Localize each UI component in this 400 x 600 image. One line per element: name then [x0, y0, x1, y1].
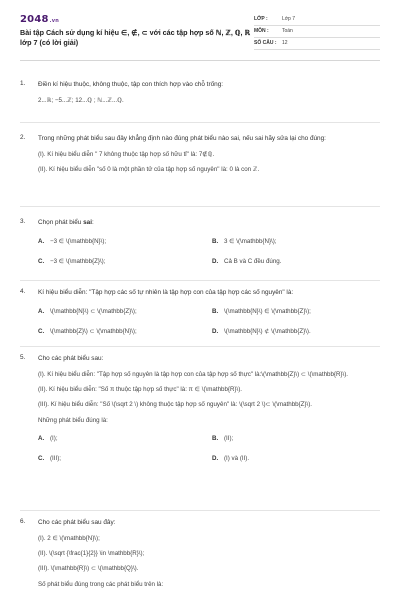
- option-letter: A.: [38, 307, 45, 315]
- question-text: Cho các phát biểu sau:: [38, 355, 104, 362]
- meta-value: 12: [282, 40, 288, 47]
- meta-row-count: [254, 38, 380, 50]
- meta-row-subject: [254, 26, 380, 38]
- option-letter: B.: [212, 307, 219, 315]
- question-divider: [20, 346, 380, 347]
- option-text: (III);: [50, 455, 61, 463]
- question-prompt: Những phát biểu đúng là:: [38, 416, 108, 424]
- question-line: 2...ℝ; −5...ℤ; 12...ℚ ; ℕ...ℤ...ℚ.: [38, 96, 124, 104]
- option-letter: B.: [212, 434, 219, 442]
- question-text: Cho các phát biểu sau đây:: [38, 519, 116, 526]
- question-line: (II). Kí hiệu biểu diễn: "Số π thuộc tập hợp số thực" là: π ∈ \(\mathbb{R}\).: [38, 385, 242, 393]
- option-letter: D.: [212, 327, 219, 335]
- site-logo[interactable]: [20, 13, 59, 27]
- option-letter: A.: [38, 237, 45, 245]
- question-number: 6.: [20, 518, 26, 525]
- question-number: 4.: [20, 288, 26, 295]
- question-divider: [20, 510, 380, 511]
- logo-text: 2048: [20, 14, 49, 25]
- option-text: \(\mathbb{N}\) ∈ \(\mathbb{Z}\);: [224, 307, 311, 315]
- question-number: 5.: [20, 354, 26, 361]
- page-title: Bài tập Cách sử dụng kí hiệu ∈, ∉, ⊂ với các tập hợp số ℕ, ℤ, ℚ, ℝ lớp 7 (có lời giải): [20, 28, 251, 48]
- question-prompt: Số phát biểu đúng trong các phát biểu trên là:: [38, 580, 164, 588]
- meta-box: [254, 14, 380, 50]
- question-6: [20, 518, 380, 589]
- question-number: 3.: [20, 218, 26, 225]
- meta-row-class: [254, 14, 380, 26]
- question-number: 1.: [20, 80, 26, 87]
- meta-value: Toán: [282, 28, 293, 35]
- meta-value: Lớp 7: [282, 16, 296, 23]
- question-text-bold: sai: [83, 219, 93, 226]
- question-number: 2.: [20, 134, 26, 141]
- question-5: [20, 354, 380, 464]
- question-3: [20, 218, 380, 266]
- question-1: [20, 80, 380, 105]
- option-b[interactable]: [212, 238, 386, 246]
- question-divider: [20, 280, 380, 281]
- option-b[interactable]: [212, 308, 386, 316]
- question-text-end: :: [92, 219, 94, 226]
- meta-label: LỚP :: [254, 16, 268, 23]
- option-text: −3 ∈ \(\mathbb{N}\);: [50, 237, 107, 245]
- option-text: −3 ∈ \(\mathbb{Z}\);: [50, 257, 106, 265]
- question-text-start: Chọn phát biểu: [38, 219, 84, 226]
- question-divider: [20, 206, 380, 207]
- logo-suffix: .vn: [49, 18, 59, 24]
- option-text: \(\mathbb{Z}\) ⊂ \(\mathbb{N}\);: [50, 327, 137, 335]
- option-text: (I);: [50, 434, 58, 442]
- option-text: \(\mathbb{N}\) ⊂ \(\mathbb{Z}\);: [50, 307, 137, 315]
- header-divider: [20, 60, 380, 61]
- answer-options: [38, 435, 380, 464]
- option-d[interactable]: [212, 328, 386, 336]
- option-letter: A.: [38, 434, 45, 442]
- question-line: (II). \(\sqrt {\frac{1}{2}} \in \mathbb{R}\);: [38, 549, 145, 557]
- question-text: Kí hiệu biểu diễn: "Tập hợp các số tự nhiên là tập hợp con của tập hợp các số nguyên" là:: [38, 289, 294, 296]
- option-text: (II);: [224, 434, 234, 442]
- option-letter: D.: [212, 455, 219, 463]
- question-text: [38, 218, 380, 228]
- option-d[interactable]: [212, 455, 386, 463]
- question-line: (III). Kí hiệu biểu diễn: "Số \(\sqrt 2 \) không thuộc tập hợp số nguyên" là: \(\sqrt 2 \)⊂ \(\mathbb{Z}\).: [38, 401, 312, 409]
- question-divider: [20, 122, 380, 123]
- question-4: [20, 288, 380, 336]
- question-text: Điền kí hiệu thuộc, không thuộc, tập con thích hợp vào chỗ trống:: [38, 81, 224, 88]
- answer-options: [38, 238, 380, 267]
- question-text: Trong những phát biểu sau đây khẳng định nào đúng phát biểu nào sai, nếu sai hãy sửa lại cho đúng:: [38, 135, 326, 142]
- meta-label: MÔN :: [254, 28, 269, 35]
- meta-label: SỐ CÂU :: [254, 40, 277, 47]
- option-a[interactable]: [38, 308, 212, 316]
- option-c[interactable]: [38, 455, 212, 463]
- option-a[interactable]: [38, 435, 212, 443]
- question-2: [20, 134, 380, 174]
- option-b[interactable]: [212, 435, 386, 443]
- question-line: (II). Kí hiệu biểu diễn "số 0 là một phần tử của tập hợp số nguyên" là: 0 là con ℤ.: [38, 165, 260, 173]
- option-letter: D.: [212, 257, 219, 265]
- option-c[interactable]: [38, 328, 212, 336]
- question-line: (I). Kí hiệu biểu diễn " 7 không thuộc tập hợp số hữu tỉ" là: 7∉ℚ.: [38, 150, 215, 158]
- option-d[interactable]: [212, 258, 386, 266]
- option-letter: B.: [212, 237, 219, 245]
- option-a[interactable]: [38, 238, 212, 246]
- option-text: (I) và (II).: [224, 455, 250, 463]
- option-letter: C.: [38, 257, 45, 265]
- question-line: (III). \(\mathbb{R}\) ⊂ \(\mathbb{Q}\).: [38, 565, 139, 573]
- question-line: (I). Kí hiệu biểu diễn: "Tập hợp số nguyên là tập hợp con của tập hợp số thực" là:\(\mathbb{Z}\) ⊂ \(\mathbb{R}\).: [38, 370, 348, 378]
- option-letter: C.: [38, 455, 45, 463]
- option-text: 3 ∈ \(\mathbb{N}\);: [224, 237, 277, 245]
- option-letter: C.: [38, 327, 45, 335]
- page-header: [0, 0, 400, 58]
- option-text: \(\mathbb{N}\) ⊄ \(\mathbb{Z}\).: [224, 327, 311, 335]
- answer-options: [38, 308, 380, 337]
- question-line: (I). 2 ∈ \(\mathbb{N}\);: [38, 534, 100, 542]
- option-text: Cả B và C đều đúng.: [224, 257, 282, 265]
- option-c[interactable]: [38, 258, 212, 266]
